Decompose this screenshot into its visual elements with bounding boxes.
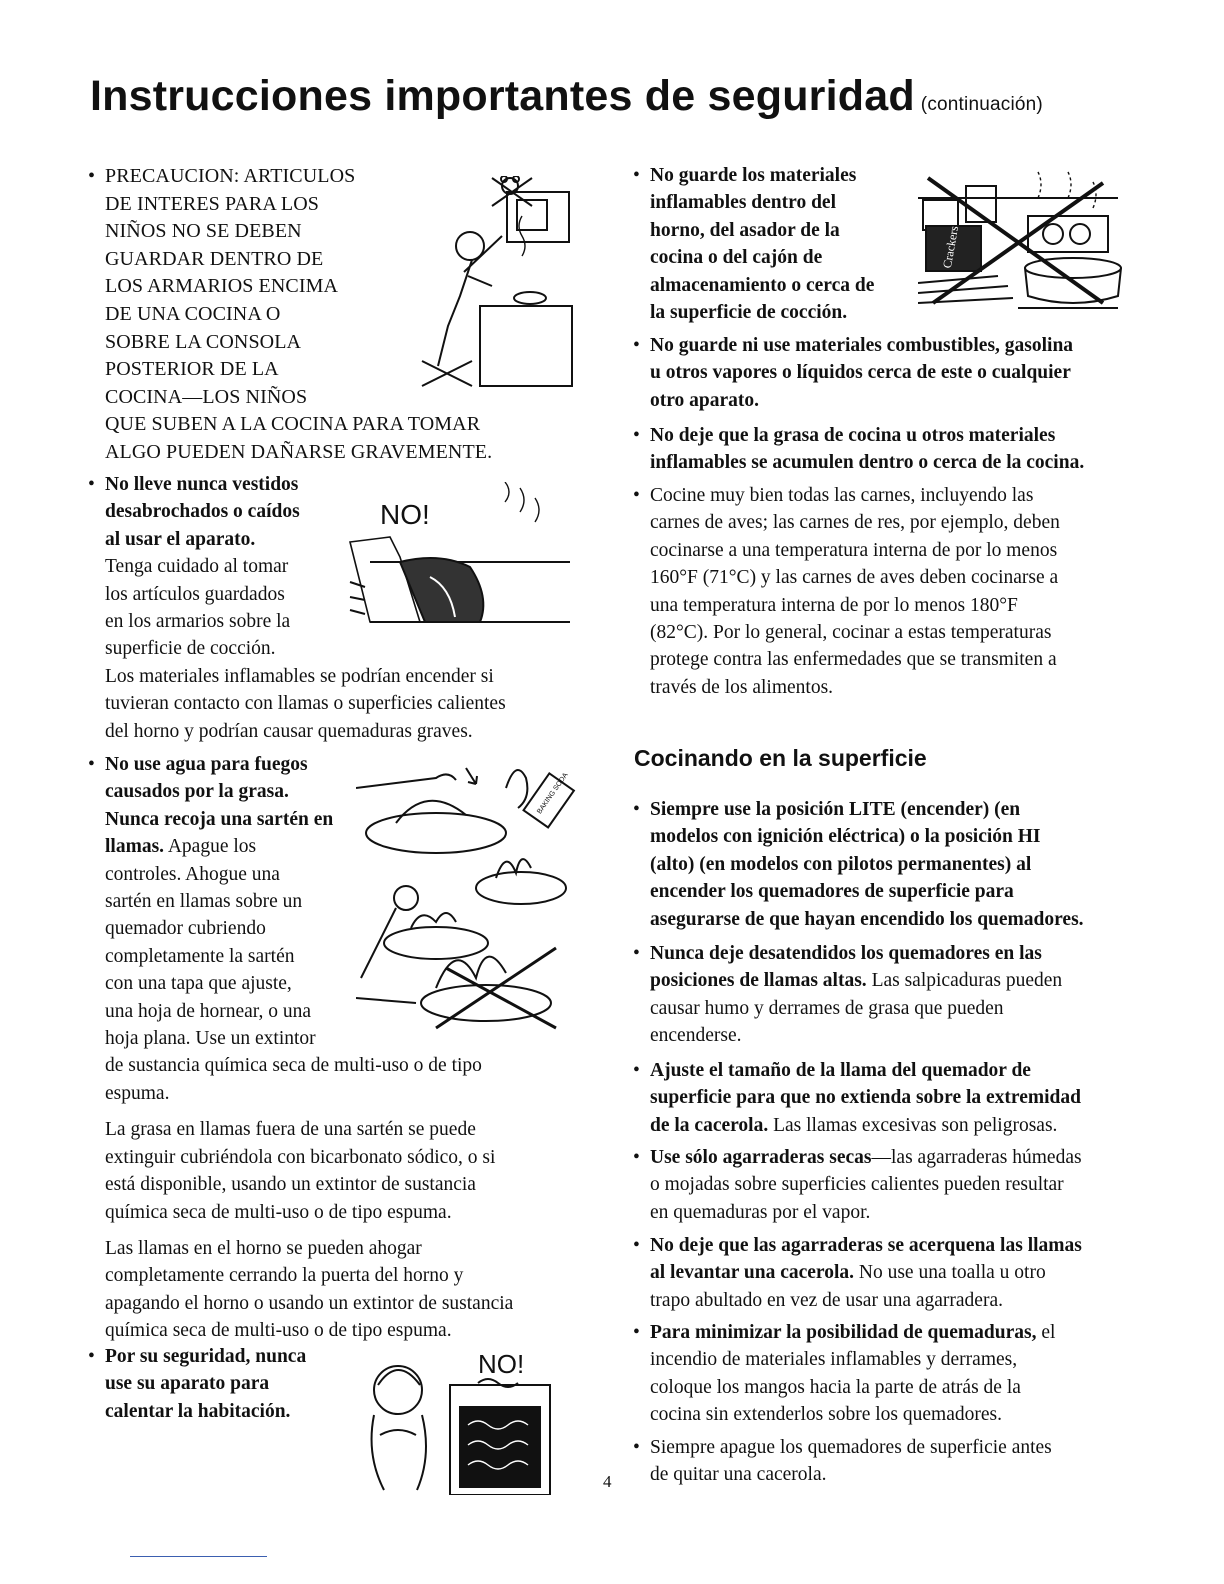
stove-storage-illustration bbox=[918, 168, 1128, 316]
section-heading: Cocinando en la superficie bbox=[634, 745, 927, 771]
footer-rule bbox=[130, 1556, 267, 1557]
bold-span: llamas. bbox=[105, 836, 165, 858]
loose-clothing-illustration bbox=[330, 482, 575, 652]
line: está disponible, usando un extintor de sustancia bbox=[105, 1174, 476, 1196]
line: POSTERIOR DE LA bbox=[105, 358, 279, 381]
line: Nunca recoja una sartén en bbox=[105, 808, 334, 830]
right-item-cook-meats bbox=[650, 482, 1140, 701]
line: No guarde ni use materiales combustibles, gasolina bbox=[650, 335, 1074, 356]
line: coloque los mangos hacia la parte de atrás de la bbox=[650, 1376, 1021, 1398]
line: causados por la grasa. bbox=[105, 781, 289, 803]
line: tuvieran contacto con llamas o superficies calientes bbox=[105, 693, 506, 715]
line: del horno y podrían causar quemaduras graves. bbox=[105, 720, 473, 742]
no-label: NO! bbox=[478, 1349, 525, 1379]
line: Cocine muy bien todas las carnes, incluyendo las bbox=[650, 485, 1034, 506]
line: la superficie de cocción. bbox=[650, 302, 848, 324]
line: No deje que las agarraderas se acerquena las llamas bbox=[650, 1235, 1082, 1256]
line: (82°C). Por lo general, cocinar a estas temperaturas bbox=[650, 622, 1052, 644]
line: QUE SUBEN A LA COCINA PARA TOMAR bbox=[105, 413, 481, 436]
line: COCINA—LOS NIÑOS bbox=[105, 385, 308, 408]
bold-span: Para minimizar la posibilidad de quemaduras, bbox=[650, 1322, 1037, 1343]
page-title bbox=[90, 72, 1043, 121]
line: incendio de materiales inflamables y derrames, bbox=[650, 1349, 1018, 1371]
no-label: NO! bbox=[380, 499, 430, 530]
line: química seca de multi-uso o de tipo espuma. bbox=[105, 1320, 452, 1342]
line: cocinarse a una temperatura interna de por lo menos bbox=[650, 539, 1058, 561]
line: trapo abultado en vez de usar una agarradera. bbox=[650, 1289, 1003, 1311]
grease-fire-illustration bbox=[356, 748, 581, 1038]
surface-item-dry-potholders bbox=[650, 1144, 1140, 1226]
line: Tenga cuidado al tomar bbox=[105, 556, 289, 578]
bold-span: posiciones de llamas altas. bbox=[650, 970, 867, 992]
line: superficie para que no extienda sobre la extremidad bbox=[650, 1087, 1081, 1109]
line: Nunca deje desatendidos los quemadores en las bbox=[650, 943, 1042, 964]
line: cocina o del cajón de bbox=[650, 247, 823, 269]
surface-item-lite-hi bbox=[650, 796, 1140, 933]
line: química seca de multi-uso o de tipo espuma. bbox=[105, 1201, 452, 1223]
bold-span: de la cacerola. bbox=[650, 1114, 769, 1136]
line: calentar la habitación. bbox=[105, 1400, 291, 1422]
line: PRECAUCION: ARTICULOS bbox=[105, 165, 356, 187]
line: completamente cerrando la puerta del horno y bbox=[105, 1265, 464, 1287]
surface-item-handles bbox=[650, 1319, 1140, 1429]
line: con una tapa que ajuste, bbox=[105, 973, 292, 995]
crackers-label: Crackers bbox=[939, 224, 962, 270]
line: GUARDAR DENTRO DE bbox=[105, 247, 324, 270]
line: Siempre use la posición LITE (encender) (en bbox=[650, 799, 1021, 820]
line: apagando el horno o usando un extintor de sustancia bbox=[105, 1292, 514, 1314]
line: espuma. bbox=[105, 1082, 170, 1104]
line: de sustancia química seca de multi-uso o de tipo bbox=[105, 1055, 482, 1077]
line: causar humo y derrames de grasa que pueden bbox=[650, 997, 1004, 1019]
line: carnes de aves; las carnes de res, por ejemplo, deben bbox=[650, 512, 1060, 534]
line: ALGO PUEDEN DAÑARSE GRAVEMENTE. bbox=[105, 440, 493, 463]
line: en los armarios sobre la bbox=[105, 611, 291, 633]
line: LOS ARMARIOS ENCIMA bbox=[105, 275, 339, 298]
line: inflamables se acumulen dentro o cerca de la cocina. bbox=[650, 452, 1085, 474]
line: Ajuste el tamaño de la llama del quemador de bbox=[650, 1060, 1031, 1081]
line: al usar el aparato. bbox=[105, 528, 256, 550]
line: sartén en llamas sobre un bbox=[105, 891, 303, 913]
line: extinguir cubriéndola con bicarbonato sódico, o si bbox=[105, 1146, 496, 1168]
line: SOBRE LA CONSOLA bbox=[105, 330, 302, 353]
page-number: 4 bbox=[603, 1472, 612, 1491]
line: asegurarse de que hayan encendido los quemadores. bbox=[650, 908, 1084, 930]
text-span: —las agarraderas húmedas bbox=[871, 1147, 1082, 1168]
heating-warning-illustration bbox=[358, 1345, 568, 1495]
text-span: el bbox=[1036, 1322, 1056, 1343]
page-title-text: Instrucciones importantes de seguridad bbox=[90, 72, 915, 120]
surface-item-unattended bbox=[650, 940, 1140, 1050]
line: No lleve nunca vestidos bbox=[105, 474, 299, 495]
line: Los materiales inflamables se podrían encender si bbox=[105, 665, 494, 687]
right-item-flammables-storage bbox=[650, 162, 920, 326]
line: través de los alimentos. bbox=[650, 676, 834, 698]
line: horno, del asador de la bbox=[650, 219, 840, 241]
line: de quitar una cacerola. bbox=[650, 1464, 827, 1486]
line bbox=[650, 967, 1140, 994]
line: modelos con ignición eléctrica) o la posición HI bbox=[650, 826, 1041, 848]
line: almacenamiento o cerca de bbox=[650, 274, 875, 296]
line: o mojadas sobre superficies calientes pueden resultar bbox=[650, 1174, 1064, 1196]
line: No deje que la grasa de cocina u otros materiales bbox=[650, 425, 1056, 446]
bold-span: Use sólo agarraderas secas bbox=[650, 1147, 872, 1168]
line: Por su seguridad, nunca bbox=[105, 1346, 307, 1367]
line: controles. Ahogue una bbox=[105, 863, 280, 885]
text-span: Las salpicaduras pueden bbox=[866, 970, 1063, 992]
line: una hoja de hornear, o una bbox=[105, 1000, 312, 1022]
line: 160°F (71°C) y las carnes de aves deben cocinarse a bbox=[650, 567, 1059, 589]
line: u otros vapores o líquidos cerca de este o cualquier bbox=[650, 362, 1071, 384]
line: (alto) (en modelos con pilotos permanentes) al bbox=[650, 853, 1032, 875]
line: superficie de cocción. bbox=[105, 638, 276, 660]
surface-item-potholders-flames bbox=[650, 1232, 1140, 1314]
line: quemador cubriendo bbox=[105, 918, 266, 940]
line: use su aparato para bbox=[105, 1373, 270, 1395]
line: La grasa en llamas fuera de una sartén se puede bbox=[105, 1119, 476, 1141]
text-span: No use una toalla u otro bbox=[854, 1262, 1046, 1284]
line: Las llamas en el horno se pueden ahogar bbox=[105, 1237, 422, 1259]
text-span: Las llamas excesivas son peligrosas. bbox=[768, 1114, 1058, 1136]
line: DE UNA COCINA O bbox=[105, 302, 281, 325]
line bbox=[650, 1144, 1140, 1171]
text-span: Apague los bbox=[164, 836, 257, 858]
line: en quemaduras por el vapor. bbox=[650, 1201, 871, 1223]
baking-soda-label: BAKING SODA bbox=[536, 771, 570, 816]
left-item-heating bbox=[105, 1343, 365, 1425]
line: completamente la sartén bbox=[105, 945, 295, 967]
surface-item-turn-off bbox=[650, 1434, 1140, 1489]
line bbox=[650, 1112, 1140, 1139]
line: una temperatura interna de por lo menos 180°F bbox=[650, 594, 1018, 616]
line: otro aparato. bbox=[650, 389, 760, 411]
line: No use agua para fuegos bbox=[105, 754, 308, 775]
line: encenderse. bbox=[650, 1025, 742, 1047]
line: Siempre apague los quemadores de superficie antes bbox=[650, 1437, 1052, 1458]
page-title-suffix: (continuación) bbox=[920, 94, 1043, 115]
right-item-combustibles bbox=[650, 332, 1140, 414]
child-climbing-illustration bbox=[412, 176, 577, 391]
line: protege contra las enfermedades que se transmiten a bbox=[650, 649, 1057, 671]
line: inflamables dentro del bbox=[650, 192, 836, 214]
line bbox=[650, 1319, 1140, 1346]
line: DE INTERES PARA LOS bbox=[105, 192, 319, 215]
line: los artículos guardados bbox=[105, 583, 285, 605]
line: desabrochados o caídos bbox=[105, 501, 300, 523]
right-item-grease-buildup bbox=[650, 422, 1140, 477]
line: cocina sin extenderlos sobre los quemadores. bbox=[650, 1404, 1002, 1426]
line: hoja plana. Use un extintor bbox=[105, 1028, 316, 1050]
line: NIÑOS NO SE DEBEN bbox=[105, 220, 302, 243]
line bbox=[650, 1259, 1140, 1286]
bold-span: al levantar una cacerola. bbox=[650, 1262, 855, 1284]
surface-item-flame-size bbox=[650, 1057, 1140, 1139]
line: encender los quemadores de superficie para bbox=[650, 881, 1014, 903]
line: No guarde los materiales bbox=[650, 165, 857, 186]
